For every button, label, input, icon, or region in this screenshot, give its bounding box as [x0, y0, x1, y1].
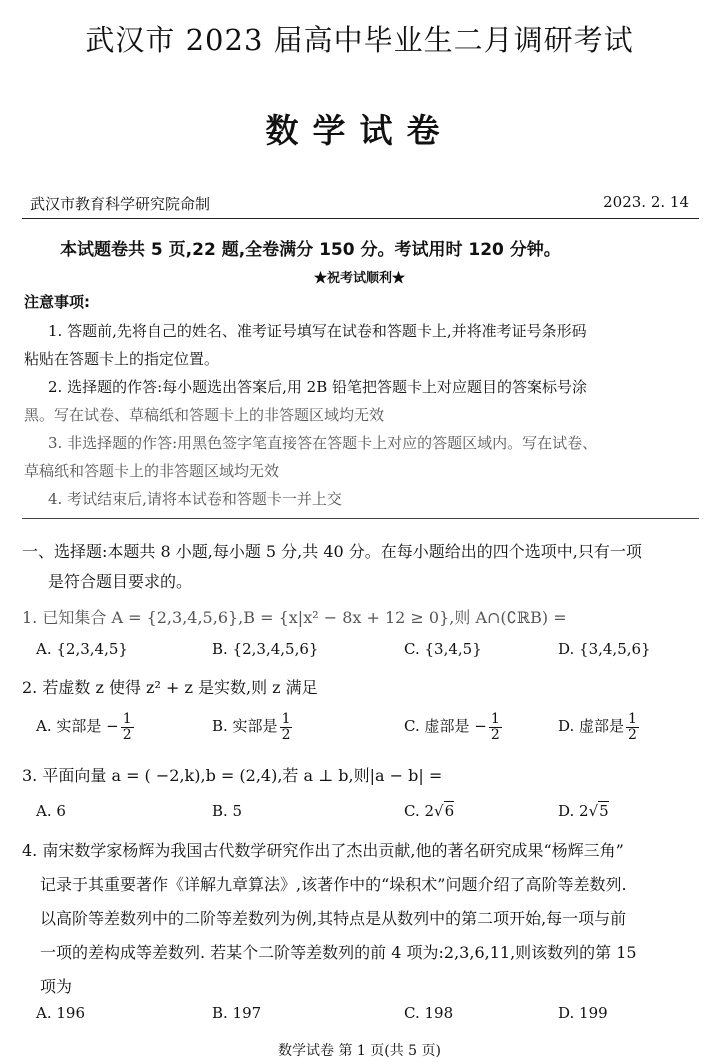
q2-option-b-label: B. 实部是 [212, 717, 278, 736]
q3-option-d [558, 802, 609, 820]
exam-info: 本试题卷共 5 页,22 题,全卷满分 150 分。考试用时 120 分钟。 [60, 240, 561, 260]
header-divider [22, 218, 699, 219]
fraction [280, 712, 293, 742]
question-3-stem: 3. 平面向量 a = ( −2,k),b = (2,4),若 a ⊥ b,则|a − b| = [22, 766, 443, 785]
notice-line: 草稿纸和答题卡上的非答题区域均无效 [24, 462, 280, 480]
fraction-denominator: 2 [490, 726, 500, 743]
q2-option-c [404, 712, 502, 742]
q2-option-a [36, 712, 134, 742]
subject-title: 数学试卷 [265, 111, 454, 150]
q2-option-c-label: C. 虚部是 − [404, 717, 487, 736]
fraction-denominator: 2 [628, 726, 637, 743]
q2-option-d [558, 712, 639, 742]
notice-line: 3. 非选择题的作答:用黑色签字笔直接答在答题卡上对应的答题区域内。写在试卷、 [48, 434, 598, 452]
q3-option-c-label: C. 2√ [404, 802, 444, 820]
q4-option-a: A. 196 [36, 1004, 85, 1022]
notice-line: 4. 考试结束后,请将本试卷和答题卡一并上交 [48, 490, 342, 508]
question-4-line: 项为 [40, 977, 73, 996]
issuer-text: 武汉市教育科学研究院命制 [30, 195, 211, 213]
radicand: 5 [599, 802, 609, 820]
question-1-stem: 1. 已知集合 A = {2,3,4,5,6},B = {x|x² − 8x + 12 ≥ 0},则 A∩(∁ℝB) = [22, 608, 567, 627]
notice-line: 2. 选择题的作答:每小题选出答案后,用 2B 铅笔把答题卡上对应题目的答案标号涂 [48, 378, 588, 396]
q2-option-a-label: A. 实部是 − [36, 717, 119, 736]
fraction [121, 712, 134, 742]
fraction [626, 712, 639, 742]
q3-option-a-label: A. 6 [36, 802, 66, 820]
q3-option-a [36, 802, 66, 820]
q2-option-b [212, 712, 292, 742]
q3-option-b [212, 802, 242, 820]
fraction-numerator: 1 [628, 711, 637, 727]
radicand: 6 [444, 802, 455, 820]
q3-option-d-label: D. 2√ [558, 802, 599, 820]
blessing-text: ★祝考试顺利★ [313, 271, 405, 286]
exam-date: 2023. 2. 14 [603, 193, 689, 211]
page-footer: 数学试卷 第 1 页(共 5 页) [278, 1043, 441, 1059]
q4-option-d: D. 199 [558, 1004, 608, 1022]
question-4-line: 记录于其重要著作《详解九章算法》,该著作中的“垛积术”问题介绍了高阶等差数列. [40, 875, 627, 894]
exam-title: 武汉市 2023 届高中毕业生二月调研考试 [85, 23, 634, 57]
q4-option-b: B. 197 [212, 1004, 262, 1022]
notice-title: 注意事项: [24, 293, 90, 311]
fraction-denominator: 2 [122, 726, 132, 743]
question-4-line: 一项的差构成等差数列. 若某个二阶等差数列的前 4 项为:2,3,6,11,则该数列的第 15 [40, 943, 637, 962]
q1-option-a: A. {2,3,4,5} [36, 640, 128, 658]
q2-option-d-label: D. 虚部是 [558, 717, 625, 736]
question-4-line: 4. 南宋数学家杨辉为我国古代数学研究作出了杰出贡献,他的著名研究成果“杨辉三角” [22, 841, 624, 860]
fraction-numerator: 1 [490, 711, 500, 727]
section-heading-cont: 是符合题目要求的。 [48, 572, 193, 591]
fraction-denominator: 2 [281, 726, 291, 743]
q3-option-b-label: B. 5 [212, 802, 243, 820]
question-4-line: 以高阶等差数列中的二阶等差数列为例,其特点是从数列中的第二项开始,每一项与前 [40, 909, 627, 928]
question-2-stem: 2. 若虚数 z 使得 z² + z 是实数,则 z 满足 [22, 678, 318, 697]
q1-option-b: B. {2,3,4,5,6} [212, 640, 319, 658]
fraction-numerator: 1 [122, 711, 132, 727]
notice-line: 1. 答题前,先将自己的姓名、准考证号填写在试卷和答题卡上,并将准考证号条形码 [48, 322, 587, 340]
section-heading: 一、选择题:本题共 8 小题,每小题 5 分,共 40 分。在每小题给出的四个选项中,只有一项 [22, 542, 642, 561]
notice-line: 粘贴在答题卡上的指定位置。 [24, 350, 220, 368]
fraction [489, 712, 502, 742]
fraction-numerator: 1 [281, 711, 291, 727]
notice-line: 黑。写在试卷、草稿纸和答题卡上的非答题区域均无效 [24, 406, 385, 424]
notice-divider [22, 518, 699, 519]
q1-option-c: C. {3,4,5} [404, 640, 482, 658]
q4-option-c: C. 198 [404, 1004, 454, 1022]
q3-option-c [404, 802, 454, 820]
q1-option-d: D. {3,4,5,6} [558, 640, 651, 658]
